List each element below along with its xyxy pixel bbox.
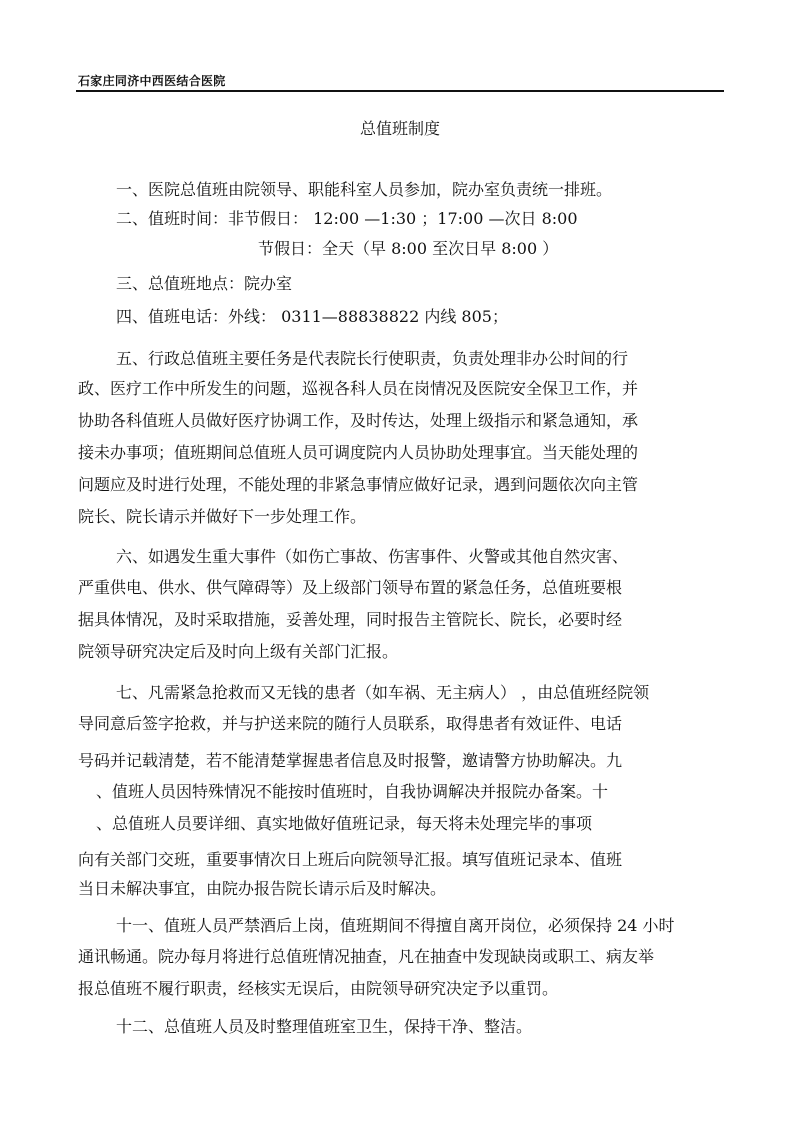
document-title: 总值班制度	[359, 119, 440, 138]
text-line: 院领导研究决定后及时向上级有关部门汇报。	[78, 642, 399, 661]
text-line: 节假日：全天（早 8:00 至次日早 8:00 ）	[258, 239, 559, 258]
text-line: 报总值班不履行职责，经核实无误后，由院领导研究决定予以重罚。	[78, 979, 559, 998]
text-line: 政、医疗工作中所发生的问题，巡视各科人员在岗情况及医院安全保卫工作，并	[78, 379, 639, 398]
text-line: 四、值班电话：外线： 0311—88838822 内线 805；	[116, 307, 508, 326]
header-divider	[76, 90, 724, 92]
text-line: 三、总值班地点：院办室	[116, 274, 293, 293]
header-hospital-name: 石家庄同济中西医结合医院	[78, 74, 226, 88]
text-line: 六、如遇发生重大事件（如伤亡事故、伤害事件、火警或其他自然灾害、	[116, 547, 629, 566]
text-line: 院长、院长请示并做好下一步处理工作。	[78, 507, 367, 526]
text-line: 、值班人员因特殊情况不能按时值班时，自我协调解决并报院办备案。十	[96, 782, 609, 801]
text-line: 向有关部门交班，重要事情次日上班后向院领导汇报。填写值班记录本、值班	[78, 850, 623, 869]
text-line: 当日未解决事宜，由院办报告院长请示后及时解决。	[78, 879, 447, 898]
text-line: 、总值班人员要详细、真实地做好值班记录，每天将未处理完毕的事项	[96, 814, 593, 833]
text-line: 导同意后签字抢救，并与护送来院的随行人员联系，取得患者有效证件、电话	[78, 714, 623, 733]
text-line: 接未办事项；值班期间总值班人员可调度院内人员协助处理事宜。当天能处理的	[78, 443, 639, 462]
text-line: 据具体情况，及时采取措施，妥善处理，同时报告主管院长、院长，必要时经	[78, 610, 623, 629]
text-line: 二、值班时间：非节假日： 12:00 —1:30 ；17:00 —次日 8:00	[116, 209, 578, 228]
text-line: 一、医院总值班由院领导、职能科室人员参加，院办室负责统一排班。	[116, 180, 613, 199]
text-line: 号码并记载清楚，若不能清楚掌握患者信息及时报警，邀请警方协助解决。九	[78, 751, 623, 770]
text-line: 十一、值班人员严禁酒后上岗，值班期间不得擅自离开岗位，必须保持 24 小时	[116, 916, 675, 935]
text-line: 五、行政总值班主要任务是代表院长行使职责，负责处理非办公时间的行	[116, 349, 629, 368]
text-line: 问题应及时进行处理，不能处理的非紧急事情应做好记录，遇到问题依次向主管	[78, 475, 639, 494]
text-line: 协助各科值班人员做好医疗协调工作，及时传达，处理上级指示和紧急通知，承	[78, 411, 639, 430]
text-line: 严重供电、供水、供气障碍等）及上级部门领导布置的紧急任务，总值班要根	[78, 578, 623, 597]
text-line: 七、凡需紧急抢救而又无钱的患者（如车祸、无主病人） ，由总值班经院领	[116, 683, 650, 702]
text-line: 十二、总值班人员及时整理值班室卫生，保持干净、整洁。	[116, 1017, 533, 1036]
text-line: 通讯畅通。院办每月将进行总值班情况抽查，凡在抽查中发现缺岗或职工、病友举	[78, 947, 655, 966]
